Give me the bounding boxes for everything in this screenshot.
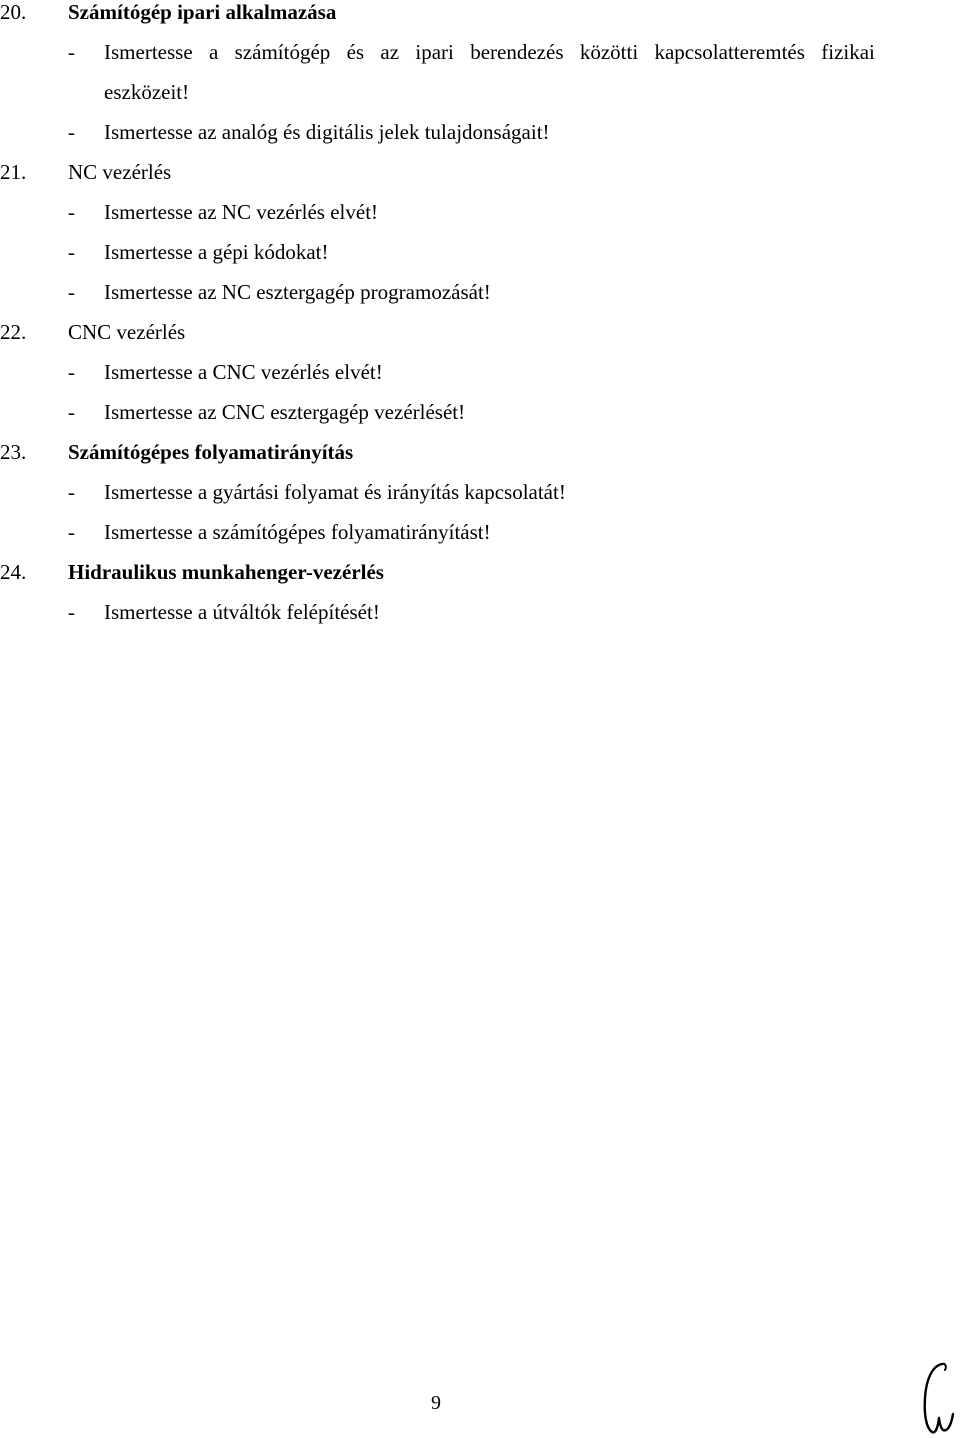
list-item-text: Ismertesse a útváltók felépítését! bbox=[104, 600, 380, 624]
list-dash: - bbox=[68, 40, 75, 64]
handwritten-signature bbox=[918, 1360, 958, 1436]
list-item-text: Ismertesse a számítógépes folyamatirányítást! bbox=[104, 520, 491, 544]
word: és bbox=[346, 40, 365, 64]
list-dash: - bbox=[68, 280, 75, 304]
word: számítógép bbox=[234, 40, 331, 64]
list-dash: - bbox=[68, 480, 75, 504]
list-item-text: Ismertesse az analóg és digitális jelek tulajdonságait! bbox=[104, 120, 550, 144]
word: közötti bbox=[579, 40, 639, 64]
list-dash: - bbox=[68, 200, 75, 224]
list-dash: - bbox=[68, 600, 75, 624]
word: ipari bbox=[415, 40, 454, 64]
list-dash: - bbox=[68, 400, 75, 424]
list-dash: - bbox=[68, 120, 75, 144]
section-number: 22. bbox=[0, 320, 27, 344]
word: fizikai bbox=[821, 40, 875, 64]
section-title: CNC vezérlés bbox=[68, 320, 186, 344]
list-item-text: Ismertesse a CNC vezérlés elvét! bbox=[104, 360, 383, 384]
list-item-text: Ismertesse a gépi kódokat! bbox=[104, 240, 329, 264]
list-item-text bbox=[104, 40, 875, 64]
section-title: NC vezérlés bbox=[68, 160, 172, 184]
section-number: 24. bbox=[0, 560, 27, 584]
section-number: 21. bbox=[0, 160, 27, 184]
list-item-text: Ismertesse az NC vezérlés elvét! bbox=[104, 200, 379, 224]
word: kapcsolatteremtés bbox=[654, 40, 805, 64]
section-title: Számítógépes folyamatirányítás bbox=[68, 440, 354, 464]
list-dash: - bbox=[68, 360, 75, 384]
list-item-text: Ismertesse az NC esztergagép programozását! bbox=[104, 280, 491, 304]
list-item-text: Ismertesse az CNC esztergagép vezérlését! bbox=[104, 400, 466, 424]
section-title: Hidraulikus munkahenger-vezérlés bbox=[68, 560, 384, 584]
word: berendezés bbox=[470, 40, 564, 64]
word: az bbox=[380, 40, 400, 64]
section-number: 20. bbox=[0, 0, 27, 24]
page-number: 9 bbox=[431, 1392, 441, 1414]
list-item-text: eszközeit! bbox=[104, 80, 190, 104]
section-title: Számítógép ipari alkalmazása bbox=[68, 0, 337, 24]
word: Ismertesse bbox=[104, 40, 193, 64]
list-item-text: Ismertesse a gyártási folyamat és irányítás kapcsolatát! bbox=[104, 480, 566, 504]
list-dash: - bbox=[68, 240, 75, 264]
section-number: 23. bbox=[0, 440, 27, 464]
word: a bbox=[208, 40, 219, 64]
list-dash: - bbox=[68, 520, 75, 544]
